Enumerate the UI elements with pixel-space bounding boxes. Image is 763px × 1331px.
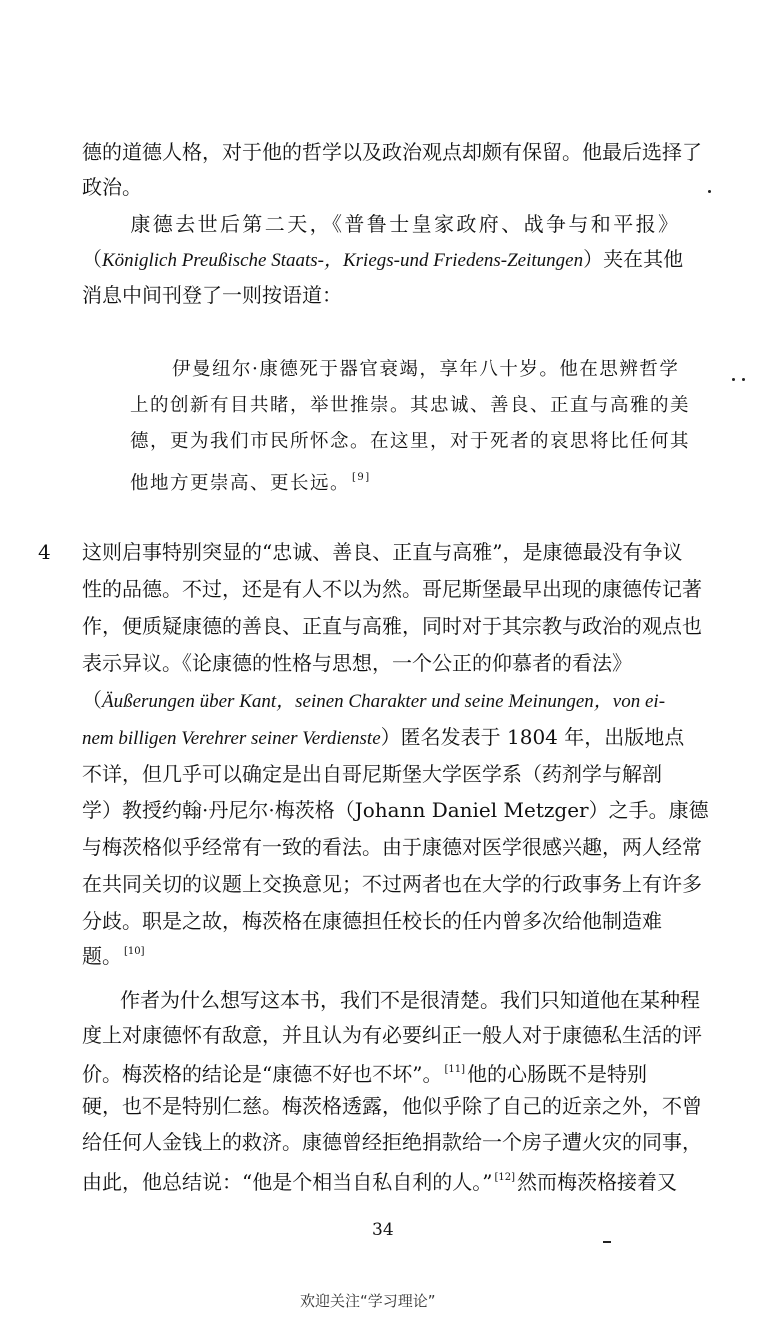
text-line: 消息中间刊登了一则按语道： bbox=[82, 283, 342, 307]
text-run: 他的心肠既不是特别 bbox=[466, 1062, 647, 1086]
text-run: 题。 bbox=[82, 944, 122, 968]
text-line: 康德去世后第二天，《普鲁士皇家政府、战争与和平报》 bbox=[108, 212, 681, 236]
quote-line: 上的创新有目共睹，举世推崇。其忠诚、善良、正直与高雅的美 bbox=[130, 395, 691, 416]
german-title: nem billigen Verehrer seiner Verdienste bbox=[82, 728, 381, 749]
text-line: 德的道德人格，对于他的哲学以及政治观点却颇有保留。他最后选择了 bbox=[82, 140, 702, 164]
quote-line: 伊曼纽尔·康德死于器官衰竭，享年八十岁。他在思辨哲学 bbox=[172, 359, 680, 380]
quote-line bbox=[130, 466, 373, 496]
text-line-with-german-title bbox=[82, 247, 683, 273]
text-line: 分歧。职是之故，梅茨格在康德担任校长的任内曾多次给他制造难 bbox=[82, 909, 662, 933]
scan-speck bbox=[742, 378, 745, 381]
scan-speck bbox=[708, 190, 711, 193]
text-run: 由此，他总结说：“他是个相当自私自利的人。” bbox=[82, 1170, 493, 1194]
margin-number: 4 bbox=[38, 540, 51, 564]
quote-line: 德，更为我们市民所怀念。在这里，对于死者的哀思将比任何其 bbox=[130, 431, 691, 452]
text-line: 不详，但几乎可以确定是出自哥尼斯堡大学医学系（药剂学与解剖 bbox=[82, 762, 662, 786]
text-line: 性的品德。不过，还是有人不以为然。哥尼斯堡最早出现的康德传记著 bbox=[82, 577, 702, 601]
text-line: 表示异议。《论康德的性格与思想，一个公正的仰慕者的看法》 bbox=[82, 651, 632, 675]
text-line: 政治。 bbox=[82, 175, 142, 199]
paren-open: （ bbox=[82, 688, 102, 712]
paren-close: ） bbox=[380, 725, 401, 749]
text-line: 学）教授约翰·丹尼尔·梅茨格（Johann Daniel Metzger）之手。康德 bbox=[82, 798, 709, 822]
german-title: Äußerungen über Kant，seinen Charakter und seine Meinungen，von ei- bbox=[102, 691, 666, 712]
footnote-ref: [10] bbox=[124, 946, 145, 957]
paren-close: ）夹在其他 bbox=[583, 247, 684, 271]
text-line-german bbox=[82, 688, 665, 714]
text-line bbox=[82, 940, 147, 968]
text-line: 作，便质疑康德的善良、正直与高雅，同时对于其宗教与政治的观点也 bbox=[82, 614, 702, 638]
page-number: 34 bbox=[372, 1220, 394, 1240]
footnote-ref: [9] bbox=[352, 472, 371, 483]
text-line: 在共同关切的议题上交换意见；不过两者也在大学的行政事务上有许多 bbox=[82, 872, 702, 896]
quote-text: 他地方更崇高、更长远。 bbox=[130, 473, 351, 494]
text-line-german bbox=[82, 725, 684, 751]
german-title: Königlich Preußische Staats-，Kriegs-und Friedens-Zeitungen bbox=[102, 250, 584, 271]
text-run: 匿名发表于 1804 年，出版地点 bbox=[400, 725, 685, 749]
text-line: 这则启事特别突显的“忠诚、善良、正直与高雅”，是康德最没有争议 bbox=[82, 540, 683, 564]
text-line: 度上对康德怀有敌意，并且认为有必要纠正一般人对于康德私生活的评 bbox=[82, 1023, 702, 1047]
text-run: 价。梅茨格的结论是“康德不好也不坏”。 bbox=[82, 1062, 443, 1086]
paren-open: （ bbox=[82, 247, 102, 271]
text-line: 给任何人金钱上的救济。康德曾经拒绝捐款给一个房子遭火灾的同事， bbox=[82, 1130, 702, 1154]
text-run: 然而梅茨格接着又 bbox=[516, 1170, 677, 1194]
text-line: 硬，也不是特别仁慈。梅茨格透露，他似乎除了自己的近亲之外，不曾 bbox=[82, 1094, 702, 1118]
scan-speck bbox=[603, 1241, 611, 1243]
text-line bbox=[82, 1166, 677, 1194]
scan-speck bbox=[732, 378, 735, 381]
footnote-ref: [11] bbox=[444, 1064, 465, 1075]
footnote-ref: [12] bbox=[494, 1172, 515, 1183]
footer-note: 欢迎关注“学习理论” bbox=[300, 1292, 436, 1310]
text-line: 作者为什么想写这本书，我们不是很清楚。我们只知道他在某种程 bbox=[120, 988, 700, 1012]
text-line: 与梅茨格似乎经常有一致的看法。由于康德对医学很感兴趣，两人经常 bbox=[82, 835, 702, 859]
text-line bbox=[82, 1058, 647, 1086]
